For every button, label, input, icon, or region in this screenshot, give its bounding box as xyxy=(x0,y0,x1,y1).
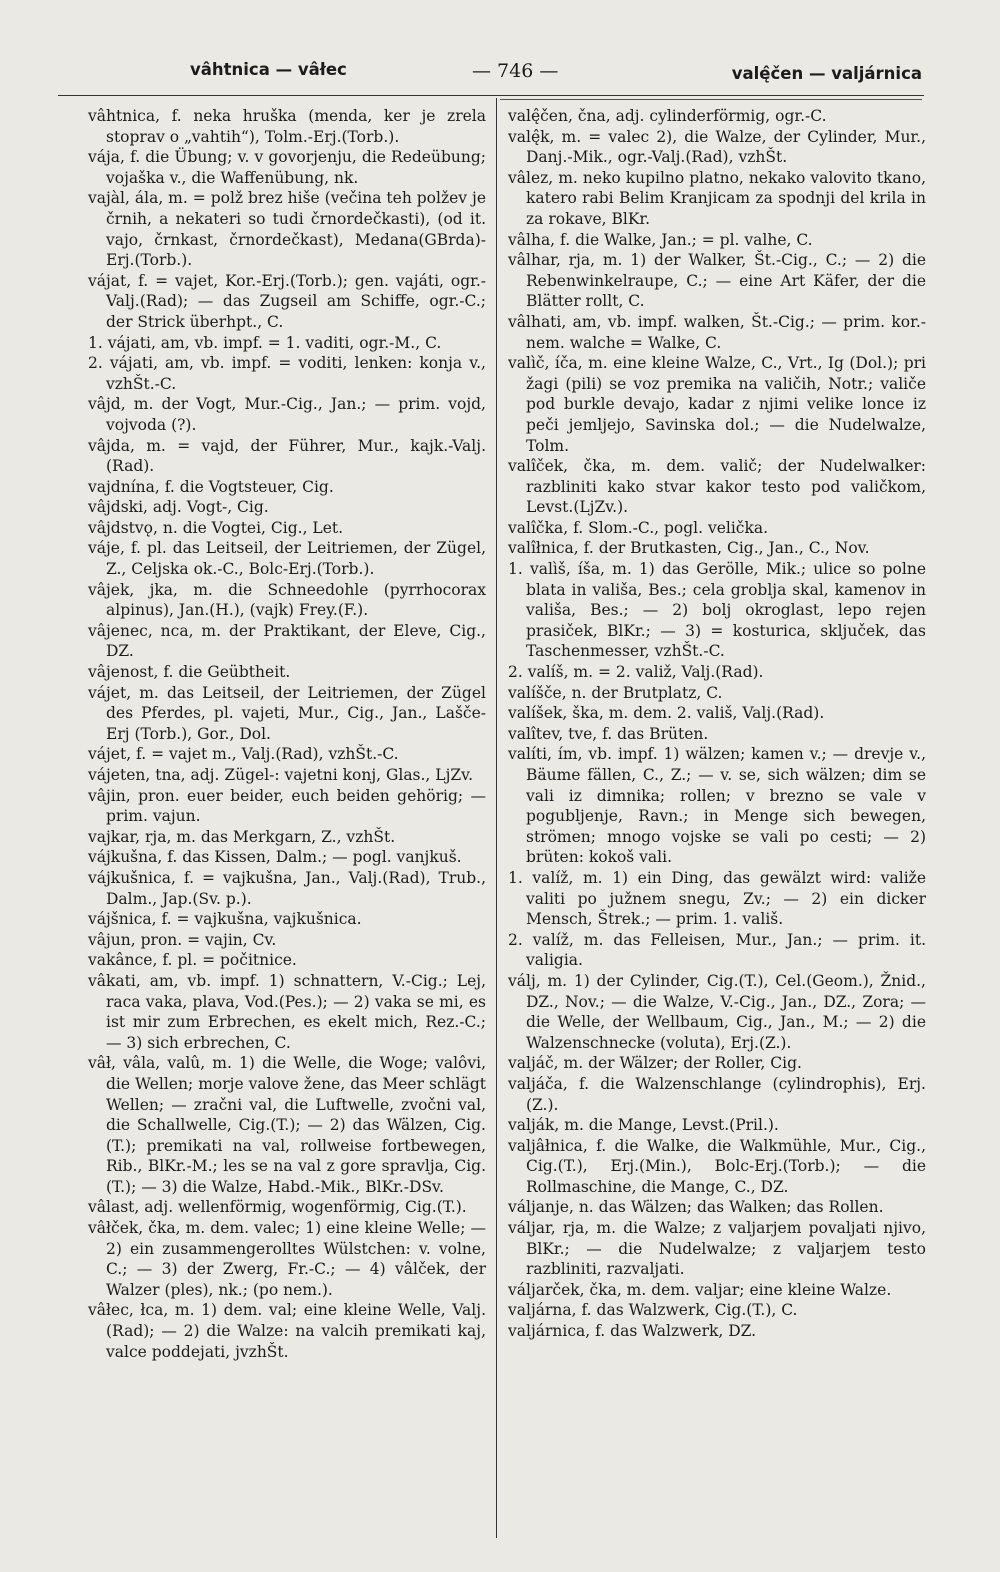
dictionary-entry: vâjek, jka, m. die Schneedohle (pyrrhocorax alpinus), Jan.(H.), (vajk) Frey.(F.). xyxy=(88,580,486,620)
running-head-right: valę̂čen — valjárnica xyxy=(731,64,922,83)
dictionary-entry: valîček, čka, m. dem. valič; der Nudelwalker: razbliniti kako stvar kakor testo pod valičkom, Levst.(LjZv.). xyxy=(508,457,926,517)
dictionary-entry: 2. valíž, m. das Felleisen, Mur., Jan.; — prim. it. valigia. xyxy=(508,930,926,970)
dictionary-entry: vâlast, adj. wellenförmig, wogenförmig, Cig.(T.). xyxy=(88,1198,467,1217)
dictionary-entry: vâjenec, nca, m. der Praktikant, der Eleve, Cig., DZ. xyxy=(88,621,486,661)
dictionary-entry: valjáča, f. die Walzenschlange (cylindrophis), Erj.(Z.). xyxy=(508,1074,926,1114)
dictionary-entry: vâjin, pron. euer beider, euch beiden gehörig; — prim. vajun. xyxy=(88,786,486,826)
dictionary-entry: vâlez, m. neko kupilno platno, nekako valovito tkano, katero rabi Belim Kranjicam za spodnji del krila in za rokave, BlKr. xyxy=(508,168,926,228)
dictionary-entry: 2. valíš, m. = 2. valiž, Valj.(Rad). xyxy=(508,663,764,682)
dictionary-entry: vâjdstvǫ, n. die Vogtei, Cig., Let. xyxy=(88,518,344,537)
page-header xyxy=(62,58,922,90)
dictionary-entry: vája, f. die Übung; v. v govorjenju, die Redeübung; vojaška v., die Waffenübung, nk. xyxy=(88,148,486,187)
dictionary-entry: vájkušna, f. das Kissen, Dalm.; — pogl. vanjkuš. xyxy=(88,848,462,867)
dictionary-entry: vájkušnica, f. = vajkušna, Jan., Valj.(Rad), Trub., Dalm., Jap.(Sv. p.). xyxy=(88,868,486,908)
dictionary-entry: valę̂k, m. = valec 2), die Walze, der Cylinder, Mur., Danj.-Mik., ogr.-Valj.(Rad), vzhŠt. xyxy=(508,127,926,167)
dictionary-entry: váljarček, čka, m. dem. valjar; eine kleine Walze. xyxy=(508,1280,892,1299)
dictionary-entry: vâjd, m. der Vogt, Mur.-Cig., Jan.; — prim. vojd, vojvoda (?). xyxy=(88,395,486,434)
dictionary-entry: vâlha, f. die Walke, Jan.; = pl. valhe, C. xyxy=(508,230,813,249)
dictionary-entry: vâjun, pron. = vajin, Cv. xyxy=(88,930,277,949)
dictionary-entry: vajàl, ála, m. = polž brez hiše (večina teh polžev je črnih, a nekateri so tudi črnordečkasti), (od it. vajo, črnkast, črnordečkast), Medana(GBrda)-Erj.(Torb.). xyxy=(88,189,486,270)
dictionary-entry: vajkar, rja, m. das Merkgarn, Z., vzhŠt. xyxy=(88,827,396,846)
dictionary-entry: valjâłnica, f. die Walke, die Walkmühle, Mur., Cig., Cig.(T.), Erj.(Min.), Bolc-Erj.(Torb.); — die Rollmaschine, die Mange, C., DZ. xyxy=(508,1136,926,1196)
dictionary-entry: vâlhati, am, vb. impf. walken, Št.-Cig.; — prim. kor.-nem. walche = Walke, C. xyxy=(508,312,926,352)
header-rule-secondary xyxy=(500,99,922,100)
dictionary-entry: valîtev, tve, f. das Brüten. xyxy=(508,724,709,743)
dictionary-entry: valìč, íča, m. eine kleine Walze, C., Vrt., Ig (Dol.); pri žagi (pili) se voz premika na valičih, Notr.; valiče pod burkle devajo, kadar z njimi velike lonce iz peči jemljejo, Savinska dol.; — die Nudelwalze, Tolm. xyxy=(508,354,926,455)
dictionary-entry: vâkati, am, vb. impf. 1) schnattern, V.-Cig.; Lej, raca vaka, plava, Vod.(Pes.); — 2) vaka se mi, es ist mir zum Erbrechen, es ekelt mich, Rez.-C.; — 3) sich erbrechen, C. xyxy=(88,971,486,1052)
dictionary-entry: valîłnica, f. der Brutkasten, Cig., Jan., C., Nov. xyxy=(508,539,870,558)
dictionary-entry: vájet, f. = vajet m., Valj.(Rad), vzhŠt.-C. xyxy=(88,745,399,764)
dictionary-entry: vájet, m. das Leitseil, der Leitriemen, der Zügel des Pferdes, pl. vajeti, Mur., Cig., Jan., Lašče-Erj (Torb.), Gor., Dol. xyxy=(88,683,486,743)
dictionary-entry: vâjdski, adj. Vogt-, Cig. xyxy=(88,498,269,517)
dictionary-entry: 1. vájati, am, vb. impf. = 1. vaditi, ogr.-M., C. xyxy=(88,333,442,352)
column-separator xyxy=(496,98,497,1538)
dictionary-entry: vakânce, f. pl. = počitnice. xyxy=(88,951,297,970)
dictionary-entry: vâłček, čka, m. dem. valec; 1) eine kleine Welle; — 2) ein zusammengerolltes Wülstchen: v. volne, C.; — 3) der Zwerg, Fr.-C.; — 4) vâlček, der Walzer (ples), nk.; (po nem.). xyxy=(88,1219,486,1299)
right-column xyxy=(508,106,926,1342)
page-number: — 746 — xyxy=(472,60,559,82)
dictionary-entry: váje, f. pl. das Leitseil, der Leitriemen, der Zügel, Z., Celjska ok.-C., Bolc-Erj.(Torb.). xyxy=(88,539,486,579)
dictionary-entry: valę̂čen, čna, adj. cylinderförmig, ogr.-C. xyxy=(508,107,827,125)
dictionary-entry: valjárnica, f. das Walzwerk, DZ. xyxy=(508,1322,757,1341)
dictionary-entry: 1. valíž, m. 1) ein Ding, das gewälzt wird: valiže valiti po južnem snegu, Zv.; — 2) ein dicker Mensch, Štrek.; — prim. 1. vališ. xyxy=(508,868,926,929)
dictionary-entry: valjárna, f. das Walzwerk, Cig.(T.), C. xyxy=(508,1301,798,1320)
left-column xyxy=(88,106,486,1362)
header-rule xyxy=(58,95,924,96)
dictionary-entry: vájat, f. = vajet, Kor.-Erj.(Torb.); gen. vajáti, ogr.-Valj.(Rad); — das Zugseil am Schiffe, ogr.-C.; der Strick überhpt., C. xyxy=(88,271,486,331)
dictionary-entry: válj, m. 1) der Cylinder, Cig.(T.), Cel.(Geom.), Žnid., DZ., Nov.; — die Walze, V.-Cig., Jan., DZ., Zora; — die Welle, der Wellbaum, Cig., Jan., M.; — 2) die Walzenschnecke (voluta), Erj.(Z.). xyxy=(508,971,926,1052)
dictionary-entry: valíšek, ška, m. dem. 2. vališ, Valj.(Rad). xyxy=(508,704,825,723)
dictionary-entry: vâlhar, rja, m. 1) der Walker, Št.-Cig., C.; — 2) die Rebenwinkelraupe, C.; — eine Art Käfer, der die Blätter rollt, C. xyxy=(508,251,926,311)
dictionary-entry: vâłec, łca, m. 1) dem. val; eine kleine Welle, Valj.(Rad); — 2) die Walze: na valcih premikati kaj, valce poddejati, jvzhŠt. xyxy=(88,1301,486,1361)
dictionary-entry: valíti, ím, vb. impf. 1) wälzen; kamen v.; — drevje v., Bäume fällen, C., Z.; — v. se, sich wälzen; dim se vali iz dimnika; rollen; v brezno se vale v pogubljenje, Ravn.; in Menge sich bewegen, strömen; mnogo vojske se vali po cesti; — 2) brüten: kokoš vali. xyxy=(508,745,926,867)
dictionary-entry: valjáč, m. der Wälzer; der Roller, Cig. xyxy=(508,1054,802,1073)
dictionary-entry: 1. valìš, íša, m. 1) das Gerölle, Mik.; ulice so polne blata in vališa, Bes.; cela groblja skal, kamenov in vališa, Bes.; — 2) bolj okroglast, lepo rejen prasiček, BlKr.; — 3) = kosturica, sključek, das Taschenmesser, vzhŠt.-C. xyxy=(508,560,926,661)
dictionary-entry: vâjenost, f. die Geübtheit. xyxy=(88,663,291,682)
dictionary-entry: vájšnica, f. = vajkušna, vajkušnica. xyxy=(88,910,362,929)
dictionary-entry: vâhtnica, f. neka hruška (menda, ker je zrela stoprav o „vahtih“), Tolm.-Erj.(Torb.). xyxy=(88,107,486,146)
dictionary-entry: valják, m. die Mange, Levst.(Pril.). xyxy=(508,1116,779,1135)
dictionary-entry: 2. vájati, am, vb. impf. = voditi, lenken: konja v., vzhŠt.-C. xyxy=(88,354,486,393)
dictionary-entry: vâjda, m. = vajd, der Führer, Mur., kajk.-Valj.(Rad). xyxy=(88,436,486,476)
dictionary-entry: valîčka, f. Slom.-C., pogl. velička. xyxy=(508,518,769,537)
dictionary-entry: váljar, rja, m. die Walze; z valjarjem povaljati njivo, BlKr.; — die Nudelwalze; z valjarjem testo razbliniti, razvaljati. xyxy=(508,1219,926,1279)
dictionary-entry: váljanje, n. das Wälzen; das Walken; das Rollen. xyxy=(508,1198,884,1217)
dictionary-entry: valíšče, n. der Brutplatz, C. xyxy=(508,683,723,702)
dictionary-entry: vajdnína, f. die Vogtsteuer, Cig. xyxy=(88,477,334,496)
running-head-left: vâhtnica — vâłec xyxy=(190,60,347,79)
dictionary-entry: vâł, vâla, valû, m. 1) die Welle, die Woge; valôvi, die Wellen; morje valove žene, das Meer schlägt Wellen; — zračni val, die Luftwelle, zvočni val, die Schallwelle, Cig.(T.); — 2) das Wälzen, Cig.(T.); premikati na val, rollweise fortbewegen, Rib., BlKr.-M.; les se na val z gore spravlja, Cig.(T.); — 3) die Walze, Habd.-Mik., BlKr.-DSv. xyxy=(88,1054,486,1196)
dictionary-entry: vájeten, tna, adj. Zügel-: vajetni konj, Glas., LjZv. xyxy=(88,766,474,784)
